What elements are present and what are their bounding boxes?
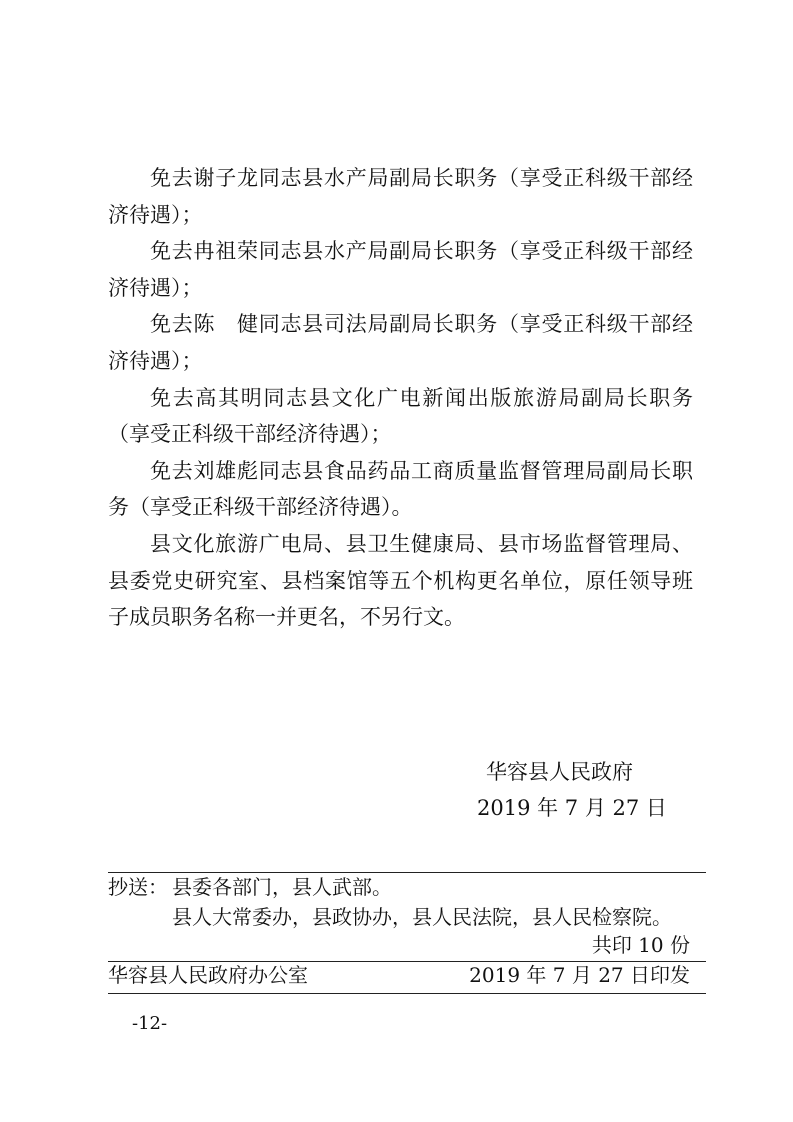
- body-line: 免去高其明同志县文化广电新闻出版旅游局副局长职务: [150, 385, 693, 410]
- body-line: 县委党史研究室、县档案馆等五个机构更名单位，原任领导班: [108, 568, 693, 593]
- issuer-signature: 华容县人民政府: [486, 760, 633, 784]
- body-line: 免去谢子龙同志县水产局副局长职务（享受正科级干部经: [150, 166, 693, 190]
- cc-line-2: 县人大常委办，县政协办，县人民法院，县人民检察院。: [172, 905, 672, 929]
- cc-line-1: 县委各部门，县人武部。: [172, 875, 392, 899]
- issue-date: 2019 年 7 月 27 日印发: [469, 963, 690, 987]
- body-line: 免去刘雄彪同志县食品药品工商质量监督管理局副局长职: [150, 458, 693, 483]
- body-line: （享受正科级干部经济待遇）；: [108, 422, 392, 447]
- body-line: 济待遇）；: [108, 349, 203, 373]
- signature-date: 2019 年 7 月 27 日: [477, 796, 667, 820]
- cc-label: 抄送：: [108, 875, 168, 899]
- page-number: -12-: [132, 1013, 168, 1034]
- body-line: 免去陈 健同志县司法局副局长职务（享受正科级干部经: [150, 312, 693, 337]
- body-line: 县文化旅游广电局、县卫生健康局、县市场监督管理局、: [150, 532, 693, 556]
- body-line: 免去冉祖荣同志县水产局副局长职务（享受正科级干部经: [150, 239, 693, 264]
- body-line: 济待遇）；: [108, 275, 203, 300]
- copies-count: 共印 10 份: [591, 933, 690, 957]
- footer-bottom-rule: [108, 993, 706, 994]
- body-line: 济待遇）；: [108, 202, 203, 227]
- issuing-office: 华容县人民政府办公室: [108, 963, 308, 987]
- body-line: 务（享受正科级干部经济待遇）。: [108, 495, 413, 520]
- body-line: 子成员职务名称一并更名，不另行文。: [108, 605, 465, 630]
